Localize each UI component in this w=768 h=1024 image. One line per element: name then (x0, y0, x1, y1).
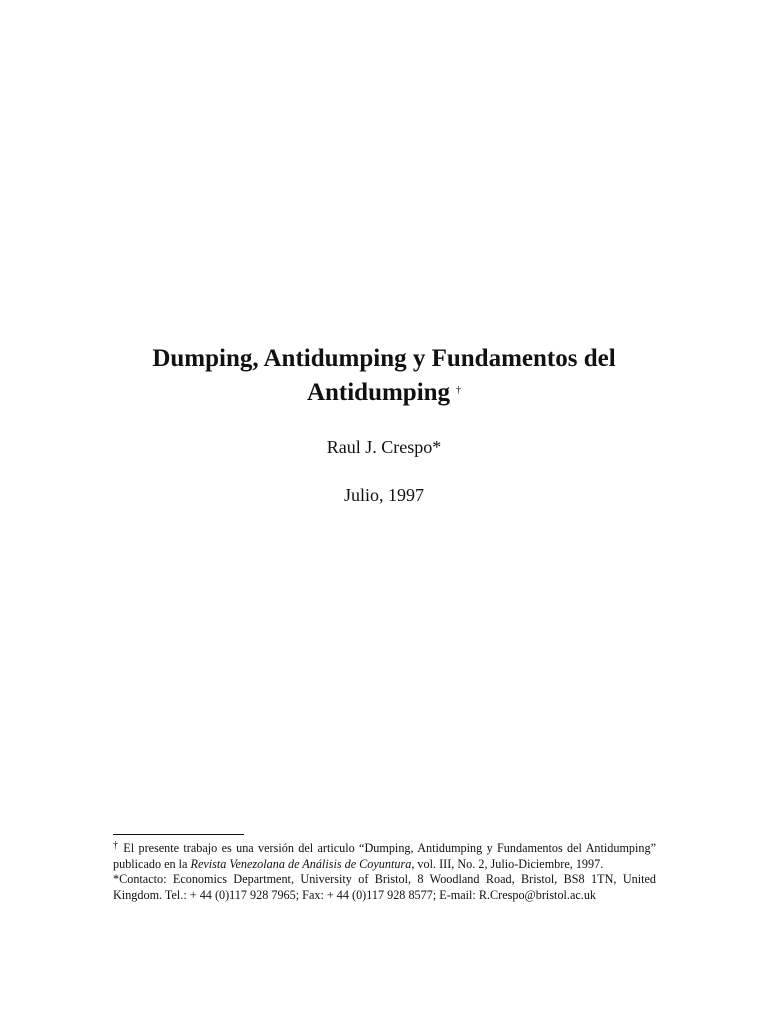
title-line-2 (0, 376, 768, 410)
footnotes (113, 841, 656, 903)
footnote-divider (113, 834, 244, 835)
footnote-journal-name: Revista Venezolana de Análisis de Coyuntura (190, 856, 412, 871)
author-name: Raul J. Crespo* (326, 437, 442, 457)
footnote-contact: *Contacto: Economics Department, University of Bristol, 8 Woodland Road, Bristol, BS8 1TN, United Kingdom. Tel.: + 44 (0)117 928 7965; Fax: + 44 (0)117 928 8577; E-mail: R.Crespo@bristol.ac.uk (113, 872, 656, 902)
footnote-dagger (113, 841, 656, 872)
title-line-2-text: Antidumping (306, 379, 451, 406)
footnote-dagger-text-after: , vol. III, No. 2, Julio-Diciembre, 1997. (411, 856, 604, 871)
title-line-1: Dumping, Antidumping y Fundamentos del (152, 345, 616, 372)
document-title (0, 342, 768, 410)
footnote-dagger-text-before: El presente trabajo es una versión del articulo “Dumping, Antidumping y Fundamentos del Antidumping” publicado en la (113, 841, 656, 871)
publication-date: Julio, 1997 (343, 485, 424, 505)
footnote-dagger-mark: † (113, 840, 120, 851)
title-footnote-mark: † (456, 385, 462, 396)
